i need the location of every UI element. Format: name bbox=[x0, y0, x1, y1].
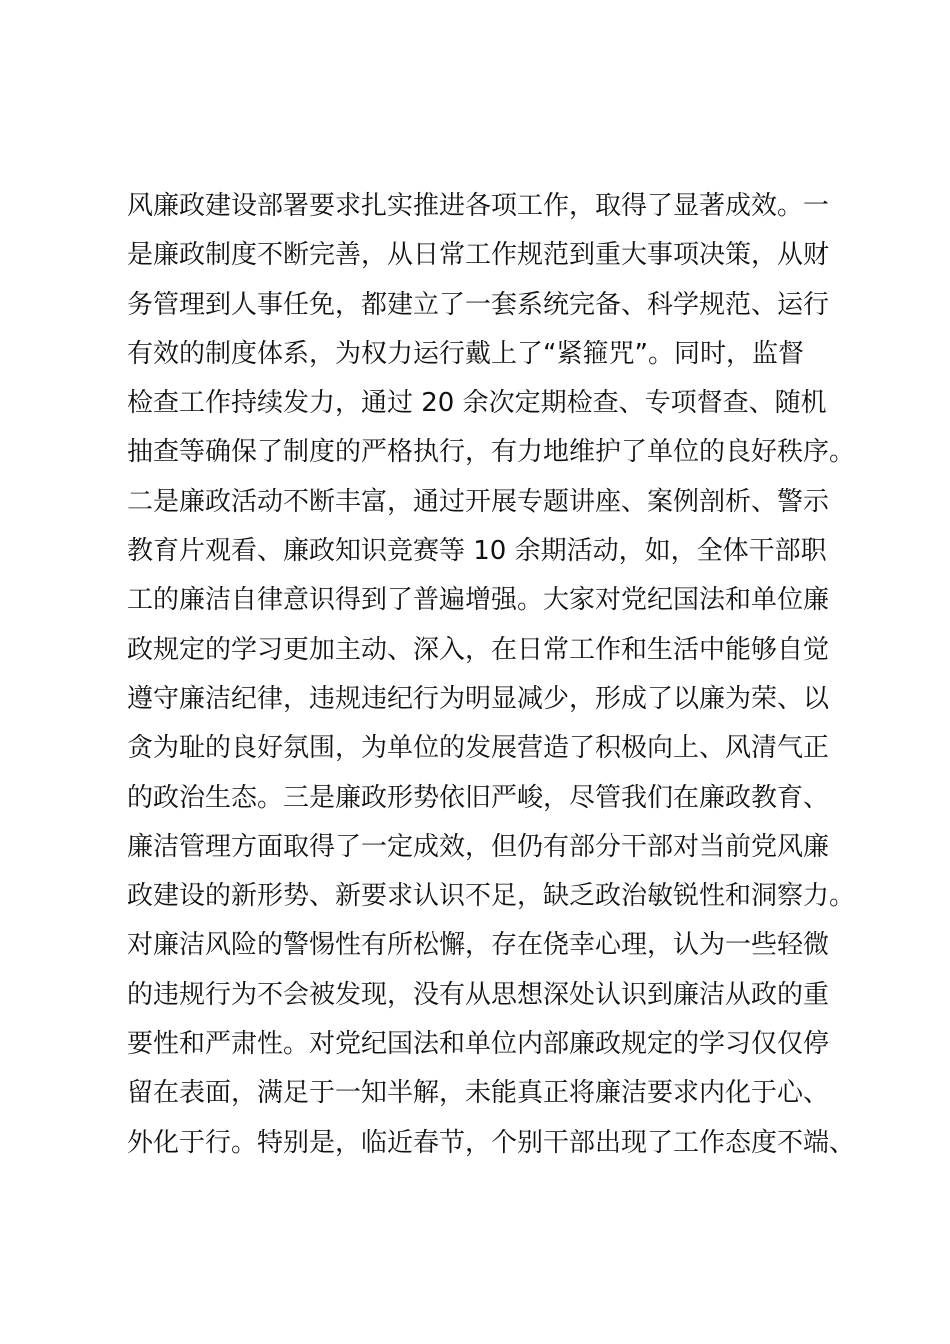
text-line: 政规定的学习更加主动、深入，在日常工作和生活中能够自觉 bbox=[127, 634, 830, 665]
text-line: 要性和严肃性。对党纪国法和单位内部廉政规定的学习仅仅停 bbox=[127, 1029, 830, 1060]
text-line: 遵守廉洁纪律，违规违纪行为明显减少，形成了以廉为荣、以 bbox=[127, 683, 830, 714]
text-line: 的政治生态。三是廉政形势依旧严峻，尽管我们在廉政教育、 bbox=[127, 782, 830, 813]
text-line: 贪为耻的良好氛围，为单位的发展营造了积极向上、风清气正 bbox=[127, 733, 830, 764]
text-line: 检查工作持续发力，通过 20 余次定期检查、专项督查、随机 bbox=[127, 388, 827, 419]
text-line: 政建设的新形势、新要求认识不足，缺乏政治敏锐性和洞察力。 bbox=[127, 881, 856, 912]
text-line: 风廉政建设部署要求扎实推进各项工作，取得了显著成效。一 bbox=[127, 191, 830, 221]
body-paragraph bbox=[127, 182, 867, 1168]
text-line: 务管理到人事任免，都建立了一套系统完备、科学规范、运行 bbox=[127, 289, 830, 320]
text-line: 对廉洁风险的警惕性有所松懈，存在侥幸心理，认为一些轻微 bbox=[127, 930, 830, 961]
text-line: 教育片观看、廉政知识竞赛等 10 余期活动，如，全体干部职 bbox=[127, 536, 827, 567]
text-line: 留在表面，满足于一知半解，未能真正将廉洁要求内化于心、 bbox=[127, 1078, 830, 1109]
text-line: 是廉政制度不断完善，从日常工作规范到重大事项决策，从财 bbox=[127, 240, 830, 271]
text-line: 外化于行。特别是，临近春节，个别干部出现了工作态度不端、 bbox=[127, 1127, 856, 1158]
text-line: 工的廉洁自律意识得到了普遍增强。大家对党纪国法和单位廉 bbox=[127, 585, 830, 616]
text-line: 廉洁管理方面取得了一定成效，但仍有部分干部对当前党风廉 bbox=[127, 831, 830, 862]
text-line: 的违规行为不会被发现，没有从思想深处认识到廉洁从政的重 bbox=[127, 979, 830, 1010]
text-line: 二是廉政活动不断丰富，通过开展专题讲座、案例剖析、警示 bbox=[127, 486, 830, 517]
text-line: 有效的制度体系，为权力运行戴上了“紧箍咒”。同时，监督 bbox=[127, 338, 804, 369]
text-line: 抽查等确保了制度的严格执行，有力地维护了单位的良好秩序。 bbox=[127, 437, 856, 468]
